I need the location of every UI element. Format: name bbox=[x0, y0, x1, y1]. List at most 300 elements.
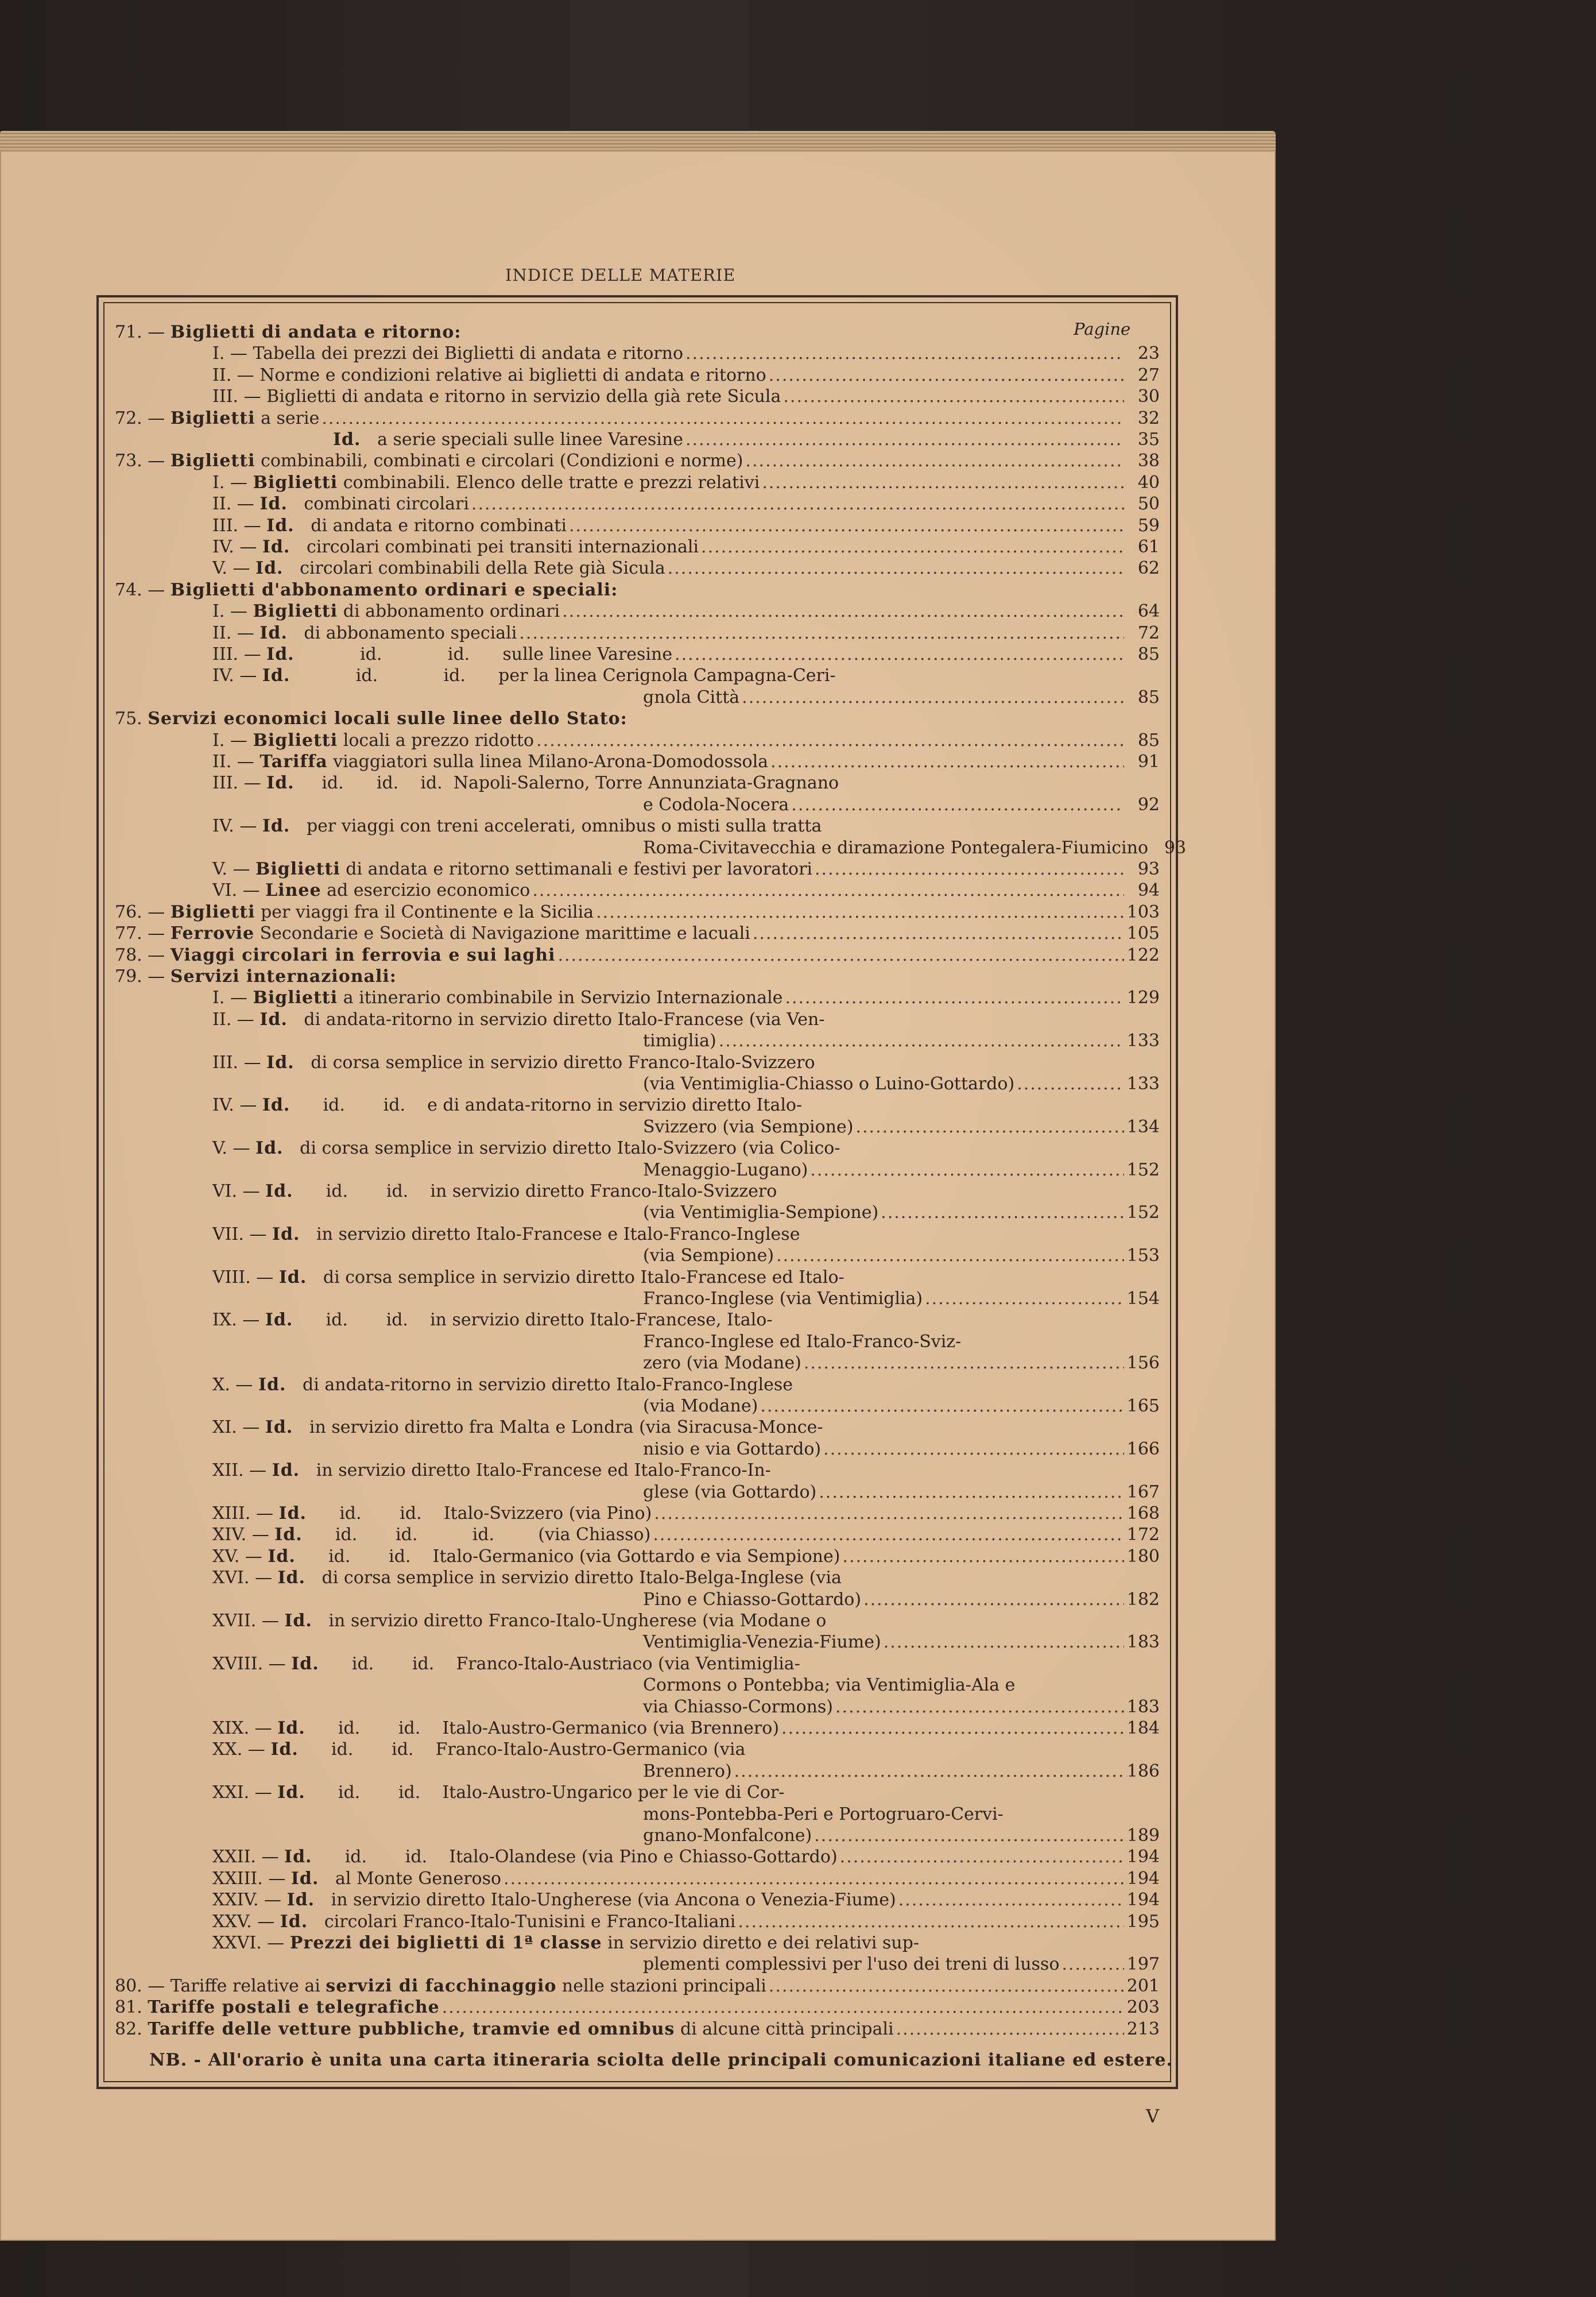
toc-entry-text bbox=[643, 687, 739, 709]
toc-entry-heading: Biglietti bbox=[255, 859, 340, 879]
toc-entry-page: 38 bbox=[1137, 451, 1160, 471]
toc-entry-text bbox=[212, 1052, 815, 1074]
toc-entry-page: 184 bbox=[1126, 1718, 1160, 1738]
toc-entry-page: 64 bbox=[1137, 601, 1160, 622]
toc-entry-title: combinati circolari bbox=[287, 494, 469, 515]
toc-entry-number: XVII. — bbox=[212, 1611, 285, 1631]
toc-entry-page: 153 bbox=[1126, 1246, 1160, 1266]
toc-entry-page: 93 bbox=[1137, 859, 1160, 879]
toc-entry-title: id. id. Franco-Italo-Austriaco (via Ventimiglia- bbox=[319, 1653, 800, 1674]
toc-entry-heading: Id. bbox=[272, 1460, 300, 1481]
toc-entry-heading: Servizi economici locali sulle linee dello Stato: bbox=[148, 709, 627, 729]
toc-entry-text bbox=[333, 429, 683, 451]
toc-entry-heading: Id. bbox=[262, 1095, 290, 1116]
toc-entry-page: 194 bbox=[1126, 1868, 1160, 1889]
toc-entry-heading: Id. bbox=[265, 1310, 293, 1331]
toc-entry-page: 30 bbox=[1137, 386, 1160, 407]
leader-dots bbox=[701, 536, 1124, 558]
leader-dots bbox=[815, 859, 1124, 880]
leader-dots bbox=[745, 450, 1124, 472]
leader-dots bbox=[519, 622, 1124, 644]
toc-entry bbox=[643, 1438, 1160, 1460]
toc-entry-number: XII. — bbox=[212, 1460, 272, 1481]
toc-entry-heading: Biglietti bbox=[253, 730, 338, 751]
leader-dots bbox=[532, 880, 1124, 902]
toc-entry-heading: Id. bbox=[270, 1739, 299, 1760]
toc-entry-number: 75. bbox=[115, 709, 148, 729]
toc-entry-title: di abbonamento ordinari bbox=[338, 601, 560, 622]
toc-entry-number: I. — bbox=[212, 472, 253, 493]
toc-entry-number: I. — bbox=[212, 601, 253, 622]
toc-entry-page: 23 bbox=[1137, 343, 1160, 364]
toc-entry-text bbox=[643, 1202, 878, 1224]
toc-entry-heading: Id. bbox=[272, 1224, 300, 1244]
toc-entry-title: combinabili. Elenco delle tratte e prezzi relativi bbox=[338, 472, 760, 493]
toc-entry-title: di andata e ritorno settimanali e festivi per lavoratori bbox=[340, 859, 813, 879]
toc-entry-text bbox=[212, 987, 782, 1009]
toc-entry-number: IV. — bbox=[212, 816, 262, 837]
leader-dots bbox=[653, 1524, 1124, 1546]
leader-dots bbox=[719, 1030, 1124, 1052]
toc-entry-heading: Id. bbox=[268, 1546, 296, 1567]
toc-entry-title: in servizio diretto Italo-Francese e Italo-Franco-Inglese bbox=[300, 1224, 800, 1244]
toc-entry-page: 85 bbox=[1137, 644, 1160, 664]
toc-entry-number: IV. — bbox=[212, 1095, 262, 1116]
toc-entry-number: XXIV. — bbox=[212, 1890, 287, 1911]
toc-entry-text bbox=[212, 622, 517, 644]
toc-entry bbox=[212, 1267, 1160, 1289]
toc-entry-text bbox=[212, 730, 534, 752]
toc-entry-title: Svizzero (via Sempione) bbox=[643, 1116, 854, 1137]
toc-entry-number: 72. — bbox=[115, 408, 171, 428]
toc-entry-number: V. — bbox=[212, 558, 256, 579]
toc-entry bbox=[212, 536, 1160, 558]
toc-entry-title: di andata-ritorno in servizio diretto Italo-Francese (via Ven- bbox=[287, 1009, 825, 1030]
leader-dots bbox=[442, 1997, 1124, 2018]
toc-entry-heading: Id. bbox=[255, 1138, 284, 1159]
toc-entry-heading: Id. bbox=[286, 1890, 315, 1911]
toc-entry-text bbox=[643, 1954, 1059, 1975]
toc-entry bbox=[212, 1610, 1160, 1632]
toc-entry-number: II. — bbox=[212, 494, 260, 515]
toc-entry-page: 182 bbox=[1126, 1589, 1160, 1610]
toc-entry-title: id. id. Italo-Olandese (via Pino e Chiasso-Gottardo) bbox=[312, 1847, 838, 1867]
toc-entry bbox=[212, 1138, 1160, 1159]
toc-entry-page: 183 bbox=[1126, 1632, 1160, 1653]
toc-entry-text bbox=[212, 665, 836, 687]
toc-entry-heading: Id. bbox=[278, 1503, 307, 1523]
toc-entry-page: 186 bbox=[1126, 1761, 1160, 1781]
leader-dots bbox=[1017, 1073, 1124, 1095]
toc-entry-heading: Id. bbox=[278, 1267, 307, 1287]
leader-dots bbox=[770, 751, 1124, 773]
leader-dots bbox=[760, 1395, 1124, 1417]
toc-entry bbox=[643, 1631, 1160, 1653]
toc-entry-title: via Chiasso-Cormons) bbox=[643, 1696, 833, 1717]
toc-entry bbox=[643, 1352, 1160, 1374]
toc-entry-title: mons-Pontebba-Peri e Portogruaro-Cervi- bbox=[643, 1804, 1004, 1824]
leader-dots bbox=[840, 1846, 1124, 1868]
toc-entry-number: II. — Norme e condizioni relative ai biglietti di andata e ritorno bbox=[212, 365, 766, 385]
running-head: INDICE DELLE MATERIE bbox=[505, 265, 736, 285]
toc-entry-title: id. id. id. (via Chiasso) bbox=[302, 1525, 651, 1545]
toc-entry bbox=[643, 1482, 1160, 1503]
toc-entry-page: 152 bbox=[1126, 1202, 1160, 1223]
toc-entry-title: locali a prezzo ridotto bbox=[338, 730, 534, 751]
toc-entry-number: IV. — bbox=[212, 666, 262, 686]
toc-entry-text bbox=[115, 966, 397, 988]
toc-entry bbox=[212, 1932, 1160, 1954]
toc-entry-text bbox=[212, 772, 839, 794]
toc-entry-text bbox=[212, 1224, 800, 1246]
toc-entry-heading: Id. bbox=[255, 558, 284, 579]
toc-entry-number: XIII. — bbox=[212, 1503, 279, 1523]
toc-entry-page: 91 bbox=[1137, 752, 1160, 772]
toc-entry-heading: Id. bbox=[258, 1374, 286, 1395]
toc-entry-heading: servizi di facchinaggio bbox=[326, 1975, 557, 1996]
leader-dots bbox=[823, 1438, 1124, 1460]
toc-entry bbox=[212, 365, 1160, 386]
toc-entry-text bbox=[643, 1631, 881, 1653]
leader-dots bbox=[925, 1288, 1124, 1310]
toc-entry-page: 103 bbox=[1126, 902, 1160, 922]
toc-entry bbox=[212, 1567, 1160, 1589]
toc-entry-page: 105 bbox=[1126, 923, 1160, 944]
toc-entry-title: di corsa semplice in servizio diretto Italo-Belga-Inglese (via bbox=[305, 1568, 842, 1588]
toc-entry-text bbox=[115, 322, 462, 343]
toc-entry-number: III. — bbox=[212, 773, 267, 794]
toc-entry-title: (via Ventimiglia-Chiasso o Luino-Gottardo) bbox=[643, 1074, 1015, 1094]
toc-entry-text bbox=[643, 1288, 923, 1310]
toc-entry-heading: Id. bbox=[280, 1911, 308, 1932]
toc-entry-page: 92 bbox=[1137, 794, 1160, 815]
toc-entry bbox=[643, 1395, 1160, 1417]
toc-entry-page: 35 bbox=[1137, 430, 1160, 450]
toc-entry-text bbox=[212, 1546, 840, 1568]
toc-entry-page: 156 bbox=[1126, 1353, 1160, 1374]
toc-entry-number: 73. — bbox=[115, 451, 171, 471]
toc-entry-text bbox=[115, 902, 594, 923]
toc-entry-page: 194 bbox=[1126, 1890, 1160, 1911]
toc-entry-heading: Id. bbox=[274, 1525, 303, 1545]
leader-dots bbox=[814, 1825, 1124, 1847]
toc-entry-title: in servizio diretto Italo-Francese ed Italo-Franco-In- bbox=[300, 1460, 771, 1481]
toc-entry-number: XI. — bbox=[212, 1417, 265, 1438]
toc-entry-title: ad esercizio economico bbox=[321, 880, 530, 901]
toc-entry-heading: Id. bbox=[266, 515, 295, 536]
toc-entry-text bbox=[115, 923, 750, 945]
toc-entry bbox=[212, 386, 1160, 408]
toc-entry-number: I. — bbox=[212, 730, 253, 751]
toc-entry-text bbox=[115, 708, 627, 730]
toc-entry-number: XV. — bbox=[212, 1546, 268, 1567]
toc-entry-number: III. — bbox=[212, 644, 267, 664]
toc-entry-title: per viaggi fra il Continente e la Sicilia bbox=[255, 902, 594, 922]
toc-entry bbox=[212, 815, 1160, 837]
toc-entry-heading: Id. bbox=[291, 1653, 319, 1674]
toc-entry-text bbox=[643, 1696, 833, 1718]
leader-dots bbox=[321, 408, 1124, 430]
toc-entry-title: (via Modane) bbox=[643, 1396, 758, 1416]
toc-entry bbox=[212, 1503, 1160, 1525]
toc-entry-text bbox=[212, 1524, 650, 1546]
leader-dots bbox=[896, 2018, 1124, 2040]
toc-entry-title: per viaggi con treni accelerati, omnibus o misti sulla tratta bbox=[290, 816, 822, 837]
toc-entry bbox=[643, 1245, 1160, 1267]
leader-dots bbox=[819, 1482, 1124, 1503]
leader-dots bbox=[685, 429, 1124, 451]
toc-entry-page: 195 bbox=[1126, 1911, 1160, 1932]
toc-entry-text bbox=[212, 1417, 823, 1438]
leader-dots bbox=[785, 987, 1124, 1009]
toc-entry-text bbox=[115, 408, 319, 430]
toc-entry-number: X. — bbox=[212, 1374, 258, 1395]
toc-entry-heading: Biglietti bbox=[170, 408, 255, 428]
toc-entry-title: a itinerario combinabile in Servizio Internazionale bbox=[338, 988, 783, 1008]
toc-entry bbox=[212, 493, 1160, 515]
toc-entry bbox=[115, 966, 1160, 988]
toc-entry bbox=[212, 1460, 1160, 1482]
toc-entry-number: XIV. — bbox=[212, 1525, 275, 1545]
toc-entry bbox=[115, 902, 1160, 923]
toc-entry-page: 197 bbox=[1126, 1954, 1160, 1975]
leader-dots bbox=[503, 1868, 1124, 1890]
toc-entry-text bbox=[212, 493, 469, 515]
toc-entry-title: viaggiatori sulla linea Milano-Arona-Domodossola bbox=[327, 752, 769, 772]
toc-entry-number: 80. — Tariffe relative ai bbox=[115, 1975, 326, 1996]
toc-entry-text bbox=[643, 794, 789, 816]
toc-entry bbox=[115, 408, 1160, 430]
toc-entry-title: circolari combinati pei transiti internazionali bbox=[290, 537, 699, 557]
folio: V bbox=[1146, 2105, 1160, 2127]
leader-dots bbox=[734, 1761, 1124, 1782]
toc-entry-heading: Prezzi dei biglietti di 1ª classe bbox=[289, 1933, 602, 1953]
toc-entry-heading: Biglietti bbox=[253, 601, 338, 622]
toc-entry bbox=[115, 322, 1160, 343]
leader-dots bbox=[668, 558, 1124, 579]
toc-entry-heading: Biglietti bbox=[170, 451, 255, 471]
toc-entry bbox=[212, 1546, 1160, 1568]
toc-entry-number: 78. — bbox=[115, 945, 171, 965]
toc-entry-title: in servizio diretto Franco-Italo-Ungherese (via Modane o bbox=[312, 1611, 827, 1631]
toc-entry bbox=[115, 2018, 1160, 2040]
leader-dots bbox=[863, 1589, 1124, 1611]
toc-entry-heading: Id. bbox=[277, 1718, 305, 1738]
toc-entry bbox=[212, 515, 1160, 537]
toc-entry-page: 133 bbox=[1126, 1074, 1160, 1094]
toc-entry-text bbox=[212, 1718, 779, 1739]
toc-entry-text bbox=[212, 1782, 784, 1804]
leader-dots bbox=[881, 1202, 1124, 1224]
toc-entry-title: zero (via Modane) bbox=[643, 1353, 801, 1374]
toc-entry-title: in servizio diretto fra Malta e Londra (via Siracusa-Monce- bbox=[293, 1417, 823, 1438]
toc-entry bbox=[212, 558, 1160, 579]
toc-entry-text bbox=[115, 1997, 440, 2018]
toc-entry-page: 183 bbox=[1126, 1696, 1160, 1717]
toc-entry-text bbox=[643, 1331, 961, 1353]
toc-entry-number: II. — bbox=[212, 752, 260, 772]
toc-entry-title: di corsa semplice in servizio diretto Italo-Francese ed Italo- bbox=[307, 1267, 845, 1287]
toc-entry bbox=[212, 751, 1160, 773]
toc-entry-page: 94 bbox=[1137, 880, 1160, 901]
toc-entry bbox=[212, 880, 1160, 902]
leader-dots bbox=[596, 902, 1124, 923]
toc-entry bbox=[212, 1224, 1160, 1246]
toc-entry-text bbox=[643, 1589, 861, 1611]
toc-entry-number: III. — bbox=[212, 1052, 267, 1073]
toc-entry-text bbox=[212, 1181, 777, 1202]
toc-entry-title: Cormons o Pontebba; via Ventimiglia-Ala e bbox=[643, 1675, 1016, 1696]
leader-dots bbox=[753, 923, 1124, 945]
toc-entry-number: XXI. — bbox=[212, 1782, 278, 1803]
toc-entry-number: VI. — bbox=[212, 880, 266, 901]
leader-dots bbox=[783, 386, 1124, 408]
toc-entry-text bbox=[212, 815, 822, 837]
leader-dots bbox=[742, 687, 1124, 709]
toc-entry-number: II. — bbox=[212, 1009, 260, 1030]
toc-entry-text bbox=[643, 1804, 1004, 1826]
toc-entry-heading: Id. bbox=[333, 430, 361, 450]
nb-note-text: NB. - All'orario è unita una carta itineraria sciolta delle principali comunicazioni italiane ed estere. bbox=[149, 2050, 1173, 2070]
toc-entry-title: (via Ventimiglia-Sempione) bbox=[643, 1202, 879, 1223]
toc-entry-page: 85 bbox=[1137, 730, 1160, 751]
toc-entry-number: IX. — bbox=[212, 1310, 265, 1331]
toc-entry-text bbox=[212, 1739, 745, 1761]
toc-entry-title: id. id. Franco-Italo-Austro-Germanico (via bbox=[298, 1739, 746, 1760]
toc-entry-page: 172 bbox=[1126, 1525, 1160, 1545]
toc-entry-page: 213 bbox=[1126, 2018, 1160, 2039]
toc-entry bbox=[212, 1868, 1160, 1890]
toc-entry-title: id. id. Italo-Austro-Ungarico per le vie di Cor- bbox=[305, 1782, 785, 1803]
toc-entry-title: nisio e via Gottardo) bbox=[643, 1438, 822, 1459]
toc-entry-title: di corsa semplice in servizio diretto Franco-Italo-Svizzero bbox=[294, 1052, 815, 1073]
toc-entry-heading: Biglietti bbox=[253, 988, 338, 1008]
toc-entry-text bbox=[643, 1825, 812, 1847]
toc-entry-page: 194 bbox=[1126, 1847, 1160, 1867]
toc-entry bbox=[212, 343, 1160, 365]
toc-entry-text bbox=[212, 365, 766, 386]
toc-entry bbox=[643, 1804, 1160, 1826]
toc-entry-heading: Id. bbox=[266, 773, 295, 794]
toc-entry bbox=[212, 601, 1160, 622]
toc-entry-title: Franco-Inglese ed Italo-Franco-Sviz- bbox=[643, 1331, 962, 1352]
toc-entry-page: 40 bbox=[1137, 472, 1160, 493]
toc-entry bbox=[643, 1825, 1160, 1847]
toc-entry-title: Menaggio-Lugano) bbox=[643, 1159, 808, 1180]
toc-entry bbox=[212, 987, 1160, 1009]
toc-entry bbox=[212, 1181, 1160, 1202]
toc-entry-page: 61 bbox=[1137, 537, 1160, 557]
toc-entry-page: 180 bbox=[1126, 1546, 1160, 1567]
toc-entry bbox=[643, 837, 1187, 859]
toc-entry-page: 59 bbox=[1137, 515, 1160, 536]
toc-entry-title: Pino e Chiasso-Gottardo) bbox=[643, 1589, 862, 1610]
toc-entry-number: III. — Biglietti di andata e ritorno in servizio della già rete Sicula bbox=[212, 386, 781, 407]
toc-entry-heading: Id. bbox=[262, 537, 290, 557]
toc-entry-text bbox=[643, 1395, 758, 1417]
toc-entry-title: (via Sempione) bbox=[643, 1246, 774, 1266]
toc-entry-number: V. — bbox=[212, 1138, 256, 1159]
toc-entry bbox=[643, 1202, 1160, 1224]
toc-entry-number: 77. — bbox=[115, 923, 171, 944]
toc-entry-heading: Viaggi circolari in ferrovia e sui laghi bbox=[170, 945, 556, 965]
toc-entry-title: id. id. Italo-Svizzero (via Pino) bbox=[307, 1503, 652, 1523]
toc-entry-number: III. — bbox=[212, 515, 267, 536]
toc-entry-text bbox=[212, 751, 768, 773]
toc-entry-page: 165 bbox=[1126, 1396, 1160, 1416]
toc-entry-text bbox=[212, 1138, 840, 1159]
toc-entry-page: 62 bbox=[1137, 558, 1160, 579]
toc-entry-text bbox=[212, 1460, 771, 1482]
toc-entry-title: di andata-ritorno in servizio diretto Italo-Franco-Inglese bbox=[286, 1374, 793, 1395]
toc-entry bbox=[212, 1309, 1160, 1331]
toc-entry-text bbox=[643, 1482, 816, 1503]
toc-entry bbox=[643, 1288, 1160, 1310]
toc-entry-number: 71. — bbox=[115, 322, 171, 342]
toc-entry-heading: Id. bbox=[265, 1417, 293, 1438]
toc-entry bbox=[212, 730, 1160, 752]
toc-entry-title: di corsa semplice in servizio diretto Italo-Svizzero (via Colico- bbox=[283, 1138, 840, 1159]
toc-entry-page: 167 bbox=[1126, 1482, 1160, 1502]
leader-dots bbox=[776, 1245, 1124, 1267]
toc-entry bbox=[115, 1975, 1160, 1997]
toc-entry-number: 79. — bbox=[115, 966, 171, 987]
toc-entry-text bbox=[212, 1610, 826, 1632]
toc-entry bbox=[212, 1782, 1160, 1804]
leader-dots bbox=[769, 1975, 1124, 1997]
toc-entry-heading: Biglietti d'abbonamento ordinari e speciali: bbox=[170, 579, 618, 600]
toc-entry-text bbox=[212, 601, 560, 622]
toc-entry-page: 201 bbox=[1126, 1975, 1160, 1996]
toc-entry-title: glese (via Gottardo) bbox=[643, 1482, 817, 1502]
toc-entry-page: 154 bbox=[1126, 1289, 1160, 1309]
toc-entry bbox=[212, 1417, 1160, 1438]
toc-entry-text bbox=[115, 450, 743, 472]
toc-entry bbox=[212, 472, 1160, 494]
leader-dots bbox=[855, 1116, 1124, 1138]
toc-entry-text bbox=[643, 1073, 1014, 1095]
toc-entry bbox=[212, 859, 1160, 880]
leader-dots bbox=[810, 1159, 1124, 1181]
toc-entry-number: I. — bbox=[212, 988, 253, 1008]
toc-entry-title: Secondarie e Società di Navigazione marittime e lacuali bbox=[254, 923, 750, 944]
leader-dots bbox=[536, 730, 1124, 752]
toc-entry-heading: Id. bbox=[284, 1847, 312, 1867]
toc-entry-number: XXV. — bbox=[212, 1911, 280, 1932]
toc-entry bbox=[115, 579, 1160, 601]
toc-entry-title: in servizio diretto Italo-Ungherese (via Ancona o Venezia-Fiume) bbox=[315, 1890, 896, 1911]
toc-entry-text bbox=[212, 1009, 824, 1031]
toc-entry-title: id. id. e di andata-ritorno in servizio diretto Italo- bbox=[290, 1095, 803, 1116]
toc-entry bbox=[643, 1761, 1160, 1782]
leader-dots bbox=[804, 1352, 1124, 1374]
toc-entry-heading: Tariffa bbox=[259, 752, 328, 772]
toc-entry-heading: Id. bbox=[277, 1568, 305, 1588]
toc-entry-page: 152 bbox=[1126, 1159, 1160, 1180]
toc-entry-title: id. id. id. Napoli-Salerno, Torre Annunziata-Gragnano bbox=[294, 773, 839, 794]
toc-entry-title: gnano-Monfalcone) bbox=[643, 1826, 812, 1846]
toc-entry bbox=[115, 450, 1160, 472]
leader-dots bbox=[569, 515, 1124, 537]
toc-entry-text bbox=[212, 1567, 842, 1589]
toc-entry-title: di andata e ritorno combinati bbox=[294, 515, 567, 536]
toc-entry bbox=[115, 945, 1160, 966]
toc-entry-text bbox=[643, 1159, 808, 1181]
toc-entry-heading: Tariffe delle vetture pubbliche, tramvie ed omnibus bbox=[148, 2018, 675, 2039]
toc-entry-number: 81. bbox=[115, 1997, 148, 2018]
toc-entry-number: VII. — bbox=[212, 1224, 272, 1244]
toc-entry-text bbox=[115, 945, 555, 966]
